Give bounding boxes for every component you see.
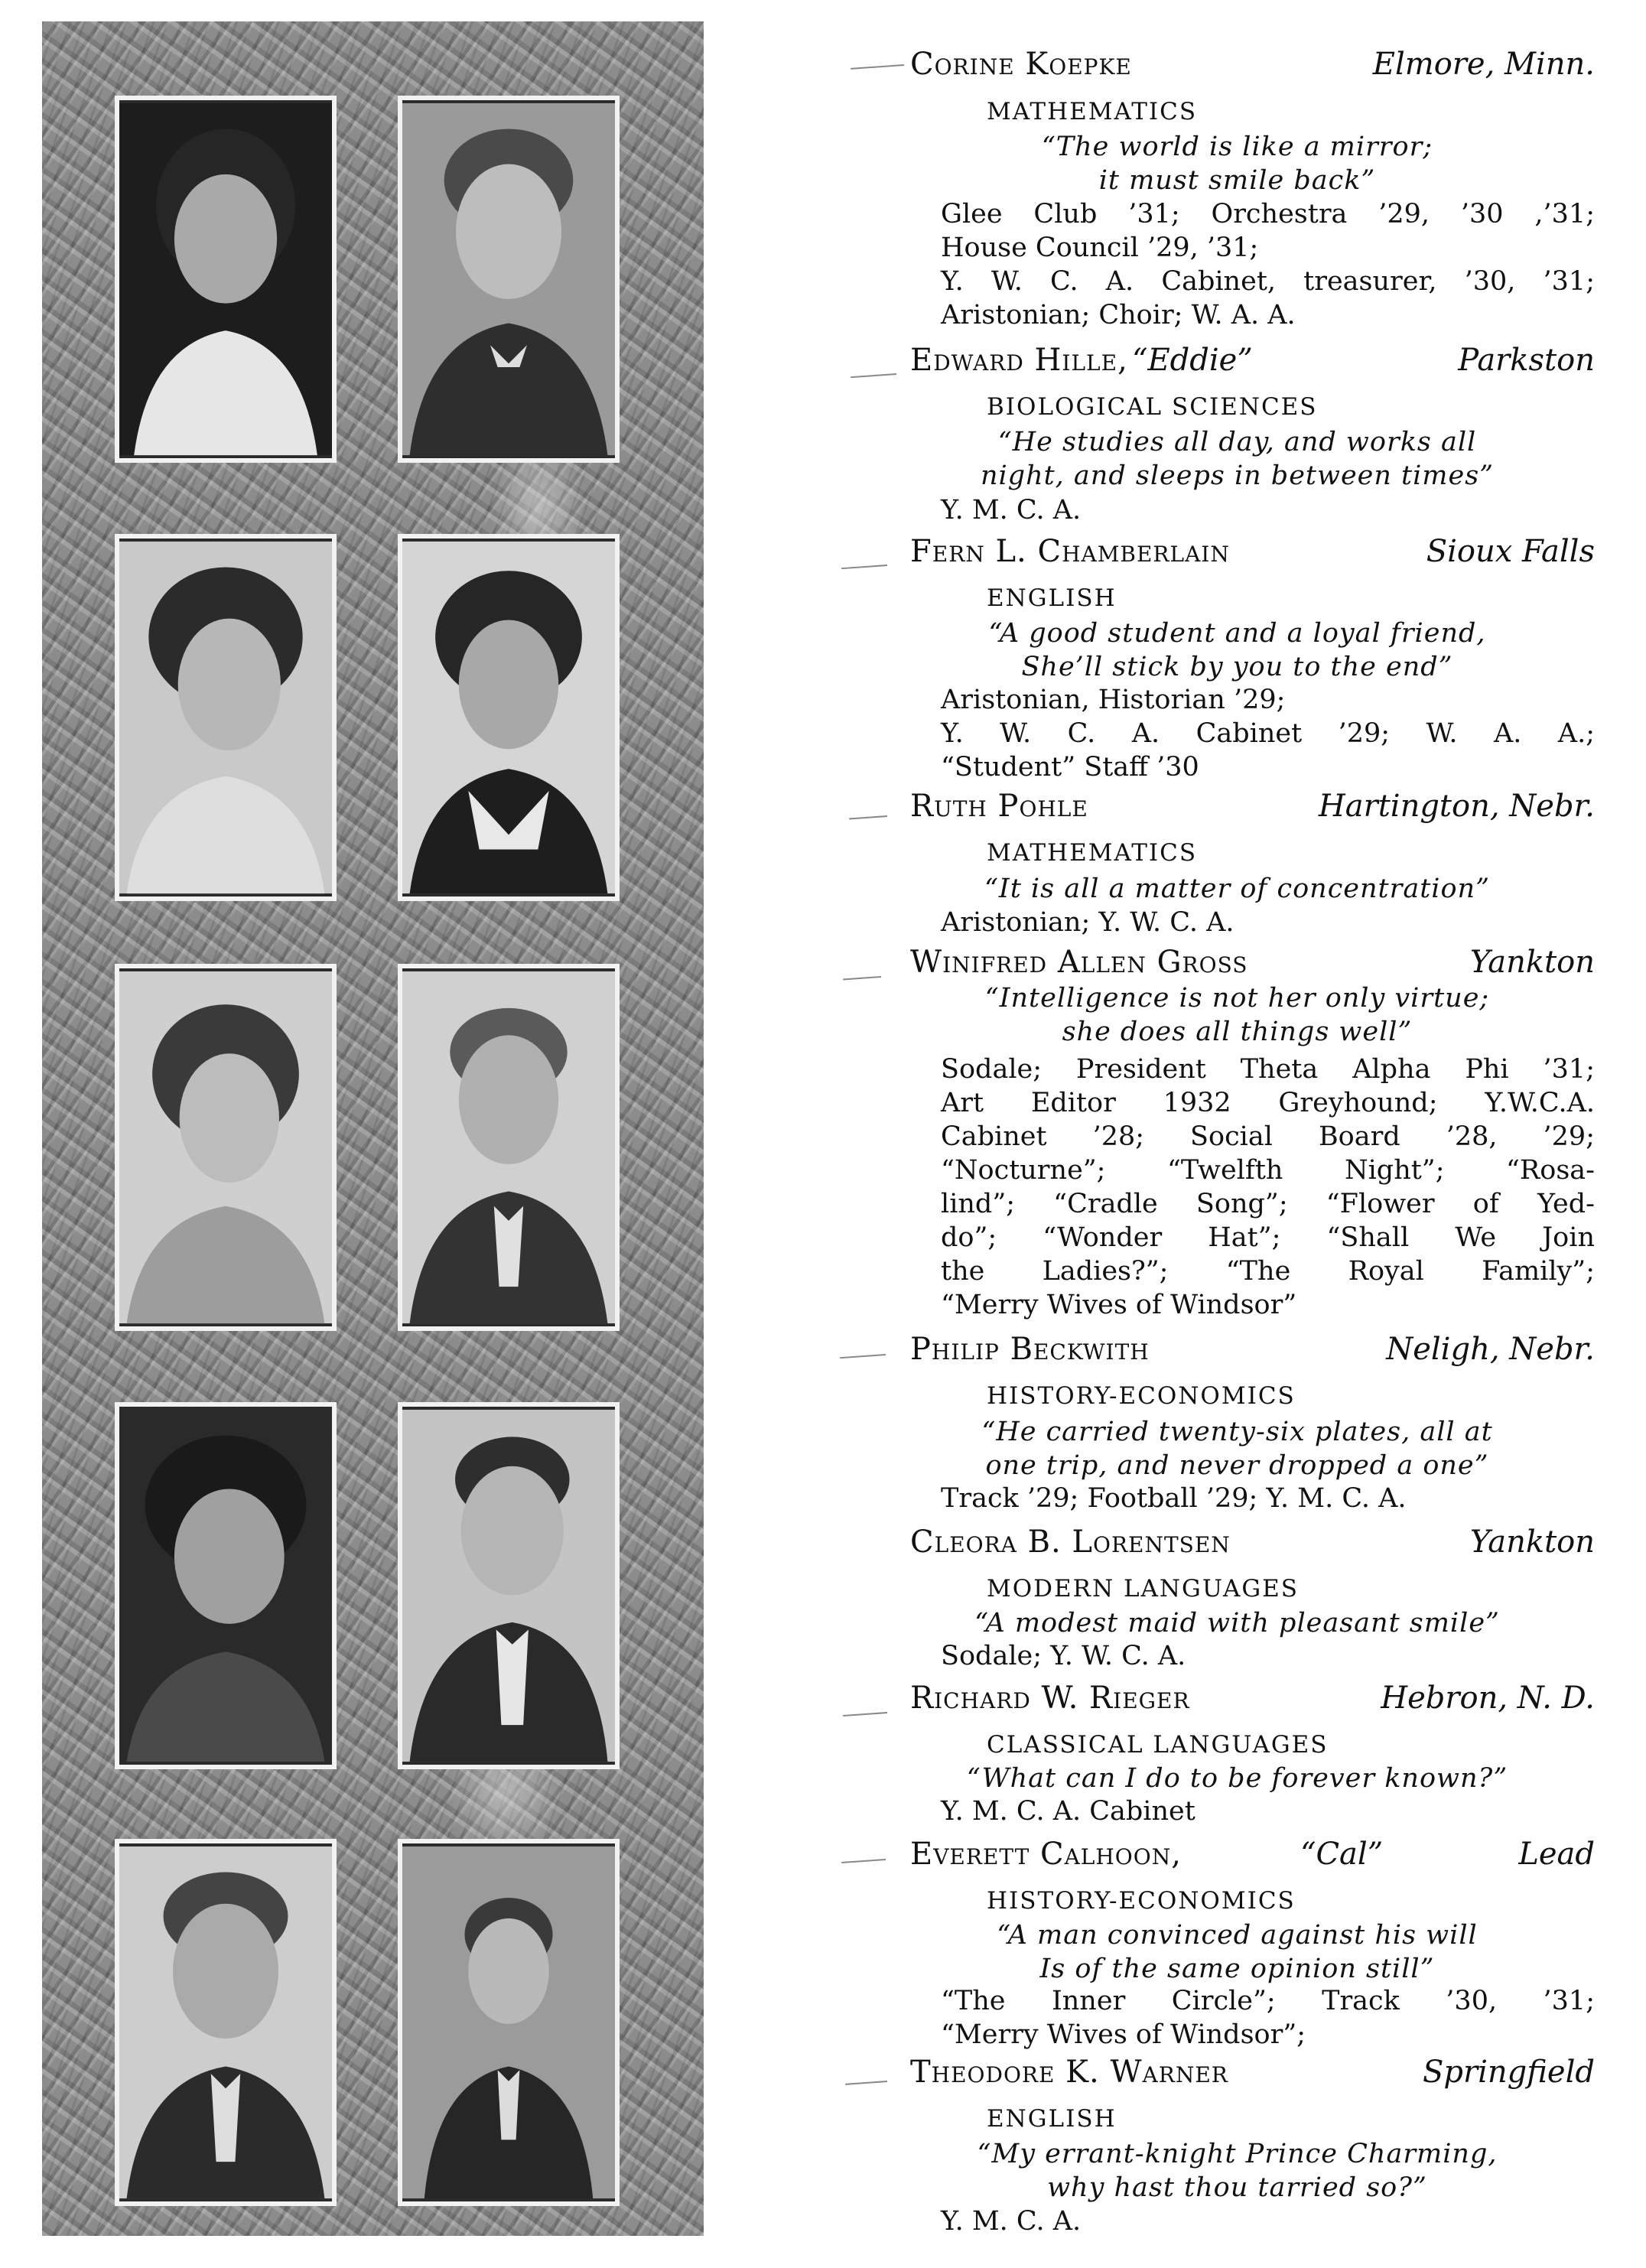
student-quote — [910, 617, 1564, 684]
pencil-mark — [841, 565, 887, 569]
activities-line: Y. M. C. A. — [941, 495, 1082, 526]
quote-line: “The world is like a mirror; — [1041, 132, 1433, 162]
student-name: Theodore K. Warner — [910, 2055, 1228, 2090]
student-name: Corine Koepke — [910, 47, 1132, 82]
pencil-mark — [843, 976, 881, 980]
entry-name-line — [910, 1329, 1595, 1369]
portrait-image — [402, 1407, 615, 1765]
quote-line: it must smile back” — [1098, 165, 1376, 196]
student-department: BIOLOGICAL SCIENCES — [987, 393, 1318, 421]
student-name: Cleora B. Lorentsen — [910, 1524, 1231, 1560]
quote-line: “It is all a matter of concentration” — [984, 874, 1490, 904]
activities-line: House Council ’29, ’31; — [941, 233, 1259, 263]
portrait-image — [402, 1843, 615, 2201]
quote-line: “Intelligence is not her only virtue; — [984, 983, 1490, 1014]
portrait-image — [119, 539, 332, 896]
activities-line: Y. M. C. A. Cabinet — [941, 1796, 1195, 1827]
portrait-ruth-pohle — [398, 534, 620, 901]
student-hometown: Hartington, Nebr. — [1318, 789, 1595, 824]
student-hometown: Springfield — [1422, 2055, 1595, 2090]
student-name: Winifred Allen Gross — [910, 945, 1248, 980]
activities-line: Track ’29; Football ’29; Y. M. C. A. — [941, 1483, 1407, 1514]
photo-panel — [42, 21, 704, 2236]
student-nickname: “Eddie” — [1132, 343, 1253, 378]
portrait-image — [119, 100, 332, 458]
pencil-mark — [845, 2081, 887, 2085]
senior-entries — [887, 0, 1595, 2268]
student-hometown: Neligh, Nebr. — [1386, 1332, 1595, 1367]
student-name: Richard W. Rieger — [910, 1681, 1190, 1716]
quote-line: one trip, and never dropped a one” — [985, 1450, 1489, 1481]
entry-name-line — [910, 942, 1595, 982]
activities-line: do”; “Wonder Hat”; “Shall We Join — [941, 1222, 1595, 1253]
student-nickname: “Cal” — [1300, 1837, 1384, 1872]
quote-line: “A man convinced against his will — [997, 1920, 1478, 1951]
student-department: MATHEMATICS — [987, 98, 1198, 125]
pencil-mark — [851, 373, 896, 378]
student-quote — [910, 2137, 1564, 2205]
student-name: Ruth Pohle — [910, 789, 1088, 824]
activities-line: Aristonian; Choir; W. A. A. — [941, 300, 1296, 330]
student-department: MODERN LANGUAGES — [987, 1575, 1300, 1603]
activities-line: “Merry Wives of Windsor”; — [941, 2019, 1306, 2050]
activities-line: “Student” Staff ’30 — [941, 752, 1199, 783]
quote-line: “What can I do to be forever known?” — [966, 1763, 1508, 1794]
student-name: Everett Calhoon, — [910, 1837, 1182, 1872]
activities-line: Art Editor 1932 Greyhound; Y.W.C.A. — [941, 1088, 1595, 1118]
student-name: Fern L. Chamberlain — [910, 534, 1230, 569]
entry-name-line — [910, 340, 1595, 380]
student-activities — [941, 906, 1595, 939]
portrait-edward-hille — [398, 96, 620, 463]
quote-line: why hast thou tarried so?” — [1047, 2172, 1427, 2203]
student-hometown: Parkston — [1458, 343, 1595, 378]
student-department: HISTORY-ECONOMICS — [987, 1382, 1296, 1410]
portrait-theodore-warner — [398, 1839, 620, 2206]
student-hometown: Yankton — [1469, 1524, 1595, 1560]
entry-name-line — [910, 532, 1595, 571]
student-quote — [910, 1415, 1564, 1482]
activities-line: “Nocturne”; “Twelfth Night”; “Rosa- — [941, 1155, 1595, 1186]
student-activities — [941, 1639, 1595, 1673]
portrait-philip-beckwith — [398, 964, 620, 1331]
quote-line: night, and sleeps in between times” — [980, 460, 1495, 491]
quote-line: she does all things well” — [1062, 1017, 1413, 1047]
pencil-mark — [849, 815, 887, 819]
student-quote — [910, 425, 1564, 493]
entry-name-line — [910, 1522, 1595, 1562]
student-hometown: Elmore, Minn. — [1372, 47, 1595, 82]
portrait-cleora-lorentsen — [115, 1402, 337, 1769]
activities-line: Y. M. C. A. — [941, 2206, 1082, 2237]
activities-line: Cabinet ’28; Social Board ’28, ’29; — [941, 1121, 1595, 1152]
student-department: ENGLISH — [987, 584, 1117, 612]
portrait-image — [402, 539, 615, 896]
portrait-everett-calhoon — [115, 1839, 337, 2206]
student-hometown: Yankton — [1469, 945, 1595, 980]
activities-line: Glee Club ’31; Orchestra ’29, ’30 ,’31; — [941, 199, 1595, 229]
portrait-fern-chamberlain — [115, 534, 337, 901]
student-department: CLASSICAL LANGUAGES — [987, 1731, 1329, 1759]
portrait-image — [402, 968, 615, 1326]
pencil-mark — [843, 1712, 887, 1716]
student-hometown: Lead — [1518, 1837, 1595, 1872]
quote-line: “He studies all day, and works all — [997, 427, 1477, 457]
portrait-image — [119, 1843, 332, 2201]
activities-line: Y. W. C. A. Cabinet ’29; W. A. A.; — [941, 718, 1595, 749]
activities-line: Aristonian, Historian ’29; — [941, 685, 1286, 715]
student-department: ENGLISH — [987, 2105, 1117, 2133]
activities-line: Aristonian; Y. W. C. A. — [941, 907, 1234, 938]
entry-name-line — [910, 44, 1595, 84]
portrait-winifred-gross — [115, 964, 337, 1331]
entry-name-line — [910, 1834, 1595, 1874]
student-activities — [941, 2205, 1595, 2238]
activities-line: “The Inner Circle”; Track ’30, ’31; — [941, 1986, 1595, 2016]
student-quote — [910, 1918, 1564, 1986]
quote-line: “He carried twenty-six plates, all at — [981, 1417, 1493, 1447]
student-activities — [941, 493, 1595, 527]
student-name: Philip Beckwith — [910, 1332, 1150, 1367]
pencil-mark — [851, 64, 904, 70]
student-name: Edward Hille, — [910, 343, 1128, 378]
pencil-mark — [840, 1354, 886, 1359]
portrait-richard-rieger — [398, 1402, 620, 1769]
entry-name-line — [910, 1678, 1595, 1718]
student-department: MATHEMATICS — [987, 839, 1198, 867]
student-activities — [941, 1053, 1595, 1322]
quote-line: “A modest maid with pleasant smile” — [974, 1608, 1500, 1638]
student-quote — [910, 130, 1564, 197]
entry-name-line — [910, 786, 1595, 826]
student-activities — [941, 683, 1595, 784]
portrait-image — [119, 1407, 332, 1765]
portrait-image — [402, 100, 615, 458]
activities-line: Sodale; President Theta Alpha Phi ’31; — [941, 1054, 1595, 1085]
student-quote — [910, 1762, 1564, 1795]
portrait-corine-koepke — [115, 96, 337, 463]
activities-line: lind”; “Cradle Song”; “Flower of Yed- — [941, 1189, 1595, 1219]
activities-line: “Merry Wives of Windsor” — [941, 1290, 1297, 1320]
portrait-image — [119, 968, 332, 1326]
student-hometown: Sioux Falls — [1426, 534, 1595, 569]
activities-line: Sodale; Y. W. C. A. — [941, 1641, 1186, 1671]
quote-line: She’ll stick by you to the end” — [1021, 652, 1453, 682]
student-quote — [910, 1606, 1564, 1640]
student-quote — [910, 981, 1564, 1049]
activities-line: Y. W. C. A. Cabinet, treasurer, ’30, ’31; — [941, 266, 1595, 297]
student-activities — [941, 1482, 1595, 1515]
student-activities — [941, 1984, 1595, 2052]
entry-name-line — [910, 2052, 1595, 2092]
student-quote — [910, 872, 1564, 906]
student-activities — [941, 1795, 1595, 1828]
pencil-mark — [841, 1859, 886, 1863]
quote-line: “My errant-knight Prince Charming, — [977, 2139, 1498, 2169]
student-department: HISTORY-ECONOMICS — [987, 1887, 1296, 1915]
quote-line: Is of the same opinion still” — [1039, 1954, 1435, 1984]
student-activities — [941, 197, 1595, 332]
activities-line: the Ladies?”; “The Royal Family”; — [941, 1256, 1595, 1287]
quote-line: “A good student and a loyal friend, — [988, 618, 1486, 649]
student-hometown: Hebron, N. D. — [1381, 1681, 1595, 1716]
